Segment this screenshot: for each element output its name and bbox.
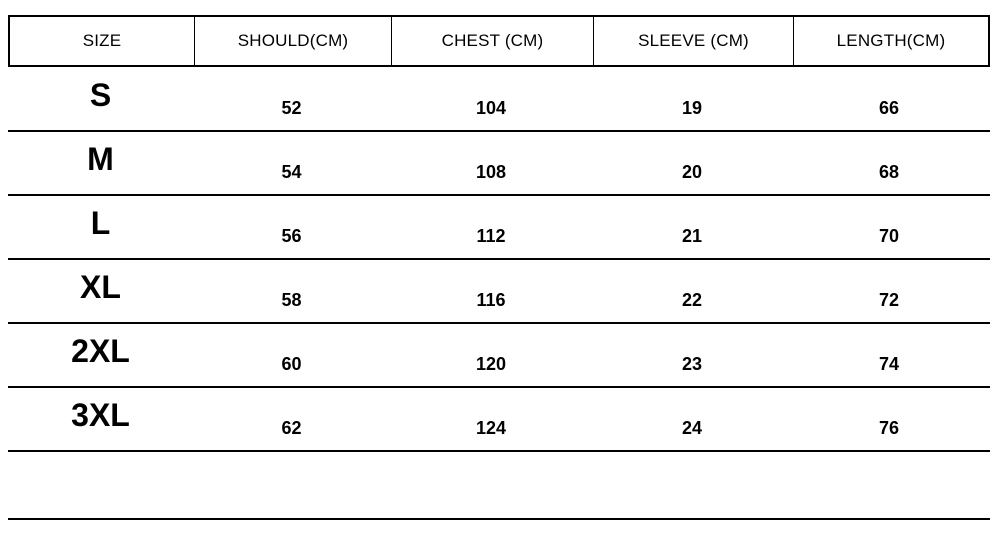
header-sleeve: SLEEVE (CM) (594, 17, 794, 65)
size-label: XL (80, 268, 121, 305)
header-length: LENGTH(CM) (836, 31, 946, 50)
table-row (8, 132, 990, 196)
size-label: S (89, 76, 112, 113)
chest-value: 104 (475, 97, 507, 118)
table-row (8, 324, 990, 388)
chest-value: 108 (475, 161, 507, 182)
size-label: 3XL (71, 396, 130, 433)
size-chart-body (8, 68, 990, 520)
length-value: 70 (878, 225, 900, 246)
sleeve-value: 24 (681, 417, 703, 438)
shoulder-value: 58 (281, 289, 302, 310)
table-row (8, 196, 990, 260)
shoulder-value: 54 (281, 161, 302, 182)
size-label: 2XL (71, 332, 130, 369)
table-row (8, 388, 990, 452)
header-size: SIZE (10, 17, 195, 65)
length-value: 74 (878, 353, 900, 374)
shoulder-value: 56 (281, 225, 302, 246)
header-chest: CHEST (CM) (392, 17, 594, 65)
shoulder-value: 52 (281, 97, 302, 118)
sleeve-value: 19 (681, 97, 703, 118)
length-value: 66 (878, 97, 900, 118)
chest-value: 116 (476, 289, 506, 310)
length-value: 68 (878, 161, 900, 182)
empty-row (8, 452, 990, 520)
table-row (8, 68, 990, 132)
shoulder-value: 62 (281, 417, 302, 438)
size-label: L (90, 204, 111, 241)
chest-value: 120 (475, 353, 507, 374)
sleeve-value: 22 (681, 289, 703, 310)
chest-value: 112 (476, 225, 506, 246)
sleeve-value: 23 (681, 353, 703, 374)
chest-value: 124 (475, 417, 507, 438)
length-value: 76 (878, 417, 900, 438)
shoulder-value: 60 (281, 353, 302, 374)
header-shoulder: SHOULD(CM) (195, 17, 392, 65)
size-label: M (87, 140, 114, 177)
sleeve-value: 21 (681, 225, 703, 246)
sleeve-value: 20 (681, 161, 703, 182)
length-value: 72 (878, 289, 900, 310)
size-chart-header (8, 15, 990, 67)
table-row (8, 260, 990, 324)
